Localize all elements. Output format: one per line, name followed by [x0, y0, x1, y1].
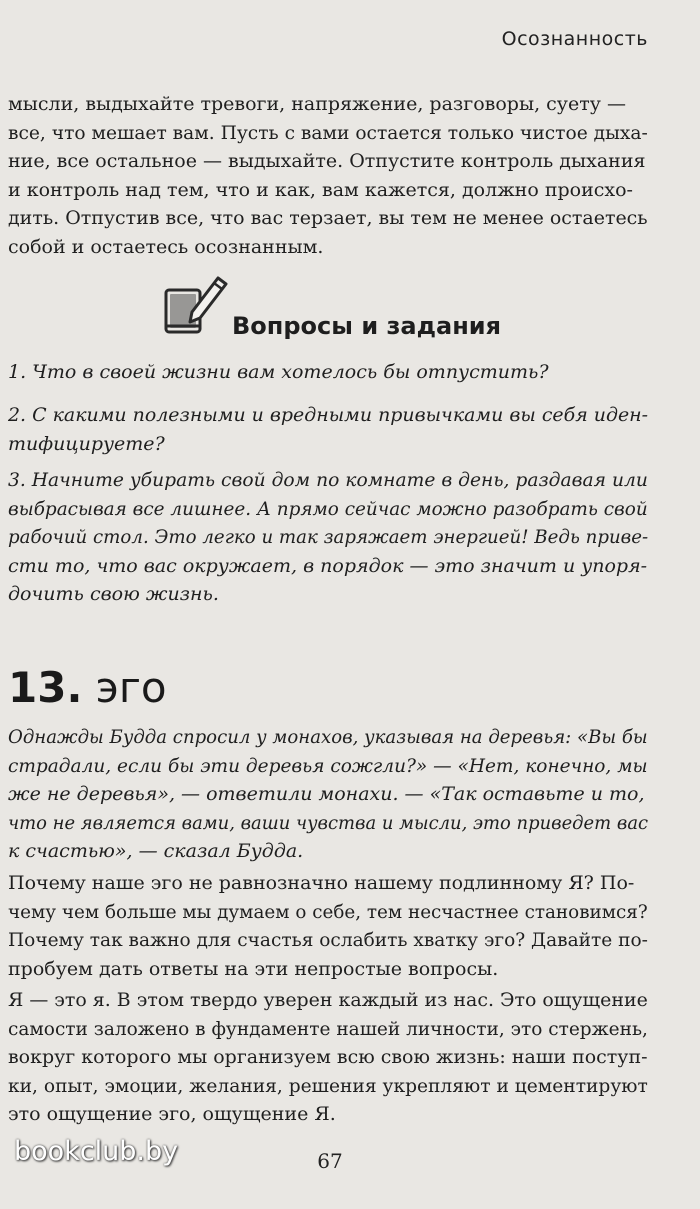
text-line: 3. Начните убирать свой дом по комнате в день, раздавая или: [8, 469, 648, 491]
task-item-1: [8, 358, 648, 387]
text-line: тифицируете?: [8, 432, 165, 455]
task-item-3: [8, 466, 648, 609]
text-line: выбрасывая все лишнее. А прямо сейчас можно разобрать свой: [8, 497, 648, 520]
tasks-title: Вопросы и задания: [232, 312, 502, 340]
chapter-heading: [8, 660, 167, 716]
text-line: дить. Отпустив все, что вас терзает, вы тем не менее остаетесь: [8, 207, 648, 229]
text-line: ние, все остальное — выдыхайте. Отпустите контроль дыхания: [8, 150, 646, 172]
text-line: ки, опыт, эмоции, желания, решения укрепляют и цементируют: [8, 1074, 648, 1097]
text-line: собой и остаетесь осознанным.: [8, 235, 324, 258]
text-line: дочить свою жизнь.: [8, 583, 219, 605]
chapter-number: 13.: [8, 663, 83, 712]
notebook-pencil-icon: [160, 268, 230, 338]
text-line: Однажды Будда спросил у монахов, указывая на деревья: «Вы бы: [8, 726, 648, 748]
text-line: это ощущение эго, ощущение Я.: [8, 1103, 336, 1125]
text-line: 1. Что в своей жизни вам хотелось бы отпустить?: [8, 361, 549, 383]
paragraph-breathing: [8, 90, 648, 261]
text-line: вокруг которого мы организуем всю свою жизнь: наши поступ-: [8, 1046, 648, 1068]
text-line: сти то, что вас окружает, в порядок — это значит и упоря-: [8, 554, 648, 577]
tasks-section-header: [160, 268, 500, 338]
running-head: Осознанность: [501, 28, 648, 50]
text-line: 2. С какими полезными и вредными привычками вы себя иден-: [8, 404, 649, 426]
text-line: Почему наше эго не равнозначно нашему подлинному Я? По-: [8, 872, 635, 894]
text-line: Почему так важно для счастья ослабить хватку эго? Давайте по-: [8, 929, 648, 951]
task-item-2: [8, 401, 648, 458]
text-line: рабочий стол. Это легко и так заряжает энергией! Ведь приве-: [8, 526, 649, 548]
text-line: Я — это я. В этом твердо уверен каждый из нас. Это ощущение: [8, 989, 648, 1011]
text-line: чему чем больше мы думаем о себе, тем несчастнее становимся?: [8, 900, 648, 923]
paragraph-self: [8, 986, 648, 1129]
text-line: что не является вами, ваши чувства и мысли, это приведет вас: [8, 811, 649, 834]
text-line: страдали, если бы эти деревья сожгли?» — «Нет, конечно, мы: [8, 754, 648, 777]
text-line: к счастью», — сказал Будда.: [8, 840, 304, 862]
chapter-title: эго: [95, 663, 167, 712]
text-line: мысли, выдыхайте тревоги, напряжение, разговоры, суету —: [8, 93, 626, 115]
page-number: 67: [317, 1149, 343, 1173]
text-line: самости заложено в фундаменте нашей личности, это стержень,: [8, 1017, 648, 1040]
epigraph: [8, 723, 648, 866]
text-line: все, что мешает вам. Пусть с вами остается только чистое дыха-: [8, 121, 648, 144]
watermark: bookclub.by: [14, 1136, 179, 1167]
text-line: же не деревья», — ответили монахи. — «Так оставьте и то,: [8, 783, 645, 805]
text-line: и контроль над тем, что и как, вам кажется, должно происхо-: [8, 178, 633, 201]
text-line: пробуем дать ответы на эти непростые вопросы.: [8, 957, 499, 980]
paragraph-questions: [8, 869, 648, 983]
